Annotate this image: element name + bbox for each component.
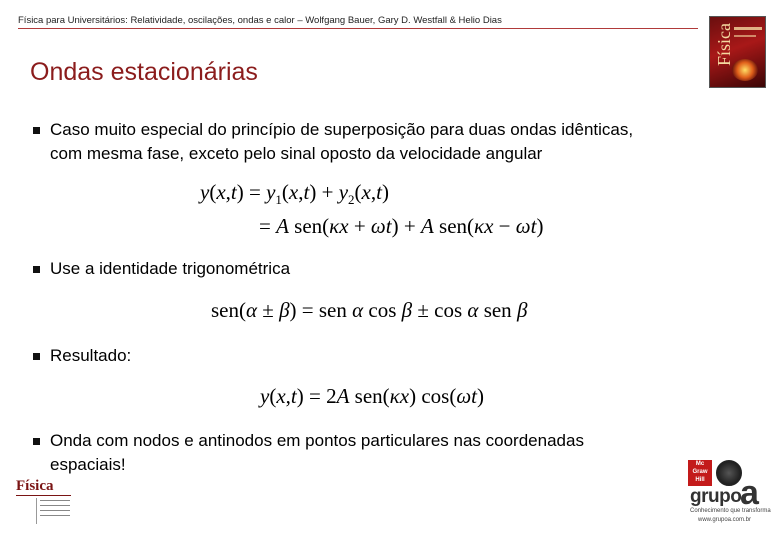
equation-identity: sen(α ± β) = sen α cos β ± cos α sen β	[211, 298, 528, 322]
group-logo-letter: a	[740, 474, 759, 512]
equation-sum: = A sen(κx + ωt) + A sen(κx − ωt)	[259, 214, 544, 238]
bullet-line: Use a identidade trigonométrica	[50, 259, 291, 278]
book-cover-thumbnail	[709, 16, 766, 88]
bullet-text	[50, 429, 584, 477]
bullet-line: Caso muito especial do princípio de superposição para duas ondas idênticas,	[50, 120, 634, 139]
bullet-line: Resultado:	[50, 346, 132, 365]
group-slogan: Conhecimento que transforma	[690, 508, 771, 514]
bullet-marker	[33, 127, 40, 134]
cover-band	[734, 35, 756, 37]
bullet-line: Onda com nodos e antinodos em pontos particulares nas coordenadas	[50, 431, 584, 450]
bullet-line: com mesma fase, exceto pelo sinal oposto da velocidade angular	[50, 144, 543, 163]
bullet-marker	[33, 353, 40, 360]
equation-superposition	[200, 180, 389, 208]
eq-lhs: y(x,t)	[200, 180, 244, 204]
publisher-logo: Mc Graw Hill	[688, 460, 712, 486]
slide-title: Ondas estacionárias	[30, 58, 258, 86]
logo-divider	[36, 498, 37, 524]
logo-rule	[16, 495, 71, 496]
bullet-line: espaciais!	[50, 455, 126, 474]
header-rule	[18, 28, 698, 29]
book-logo: Física	[16, 478, 54, 494]
group-logo-text: grupo	[690, 486, 742, 507]
cover-title: Física	[714, 23, 734, 66]
eq-rhs: = $y_1(x,t) + y_2(x,t)$	[249, 180, 389, 207]
cover-ring-graphic	[732, 59, 758, 81]
logo-subtitle-lines	[40, 500, 70, 520]
equation-result: y(x,t) = 2A sen(κx) cos(ωt)	[260, 384, 484, 408]
cover-band	[734, 27, 762, 30]
bullet-marker	[33, 438, 40, 445]
bullet-text	[50, 257, 290, 281]
bullet-text	[50, 344, 131, 368]
bullet-text	[50, 118, 633, 166]
book-header: Física para Universitários: Relatividade, oscilações, ondas e calor – Wolfgang Bauer, Gary D. Westfall & Helio Dias	[18, 15, 502, 26]
publisher-seal-icon	[716, 460, 742, 486]
bullet-marker	[33, 266, 40, 273]
group-website: www.grupoa.com.br	[698, 517, 752, 523]
